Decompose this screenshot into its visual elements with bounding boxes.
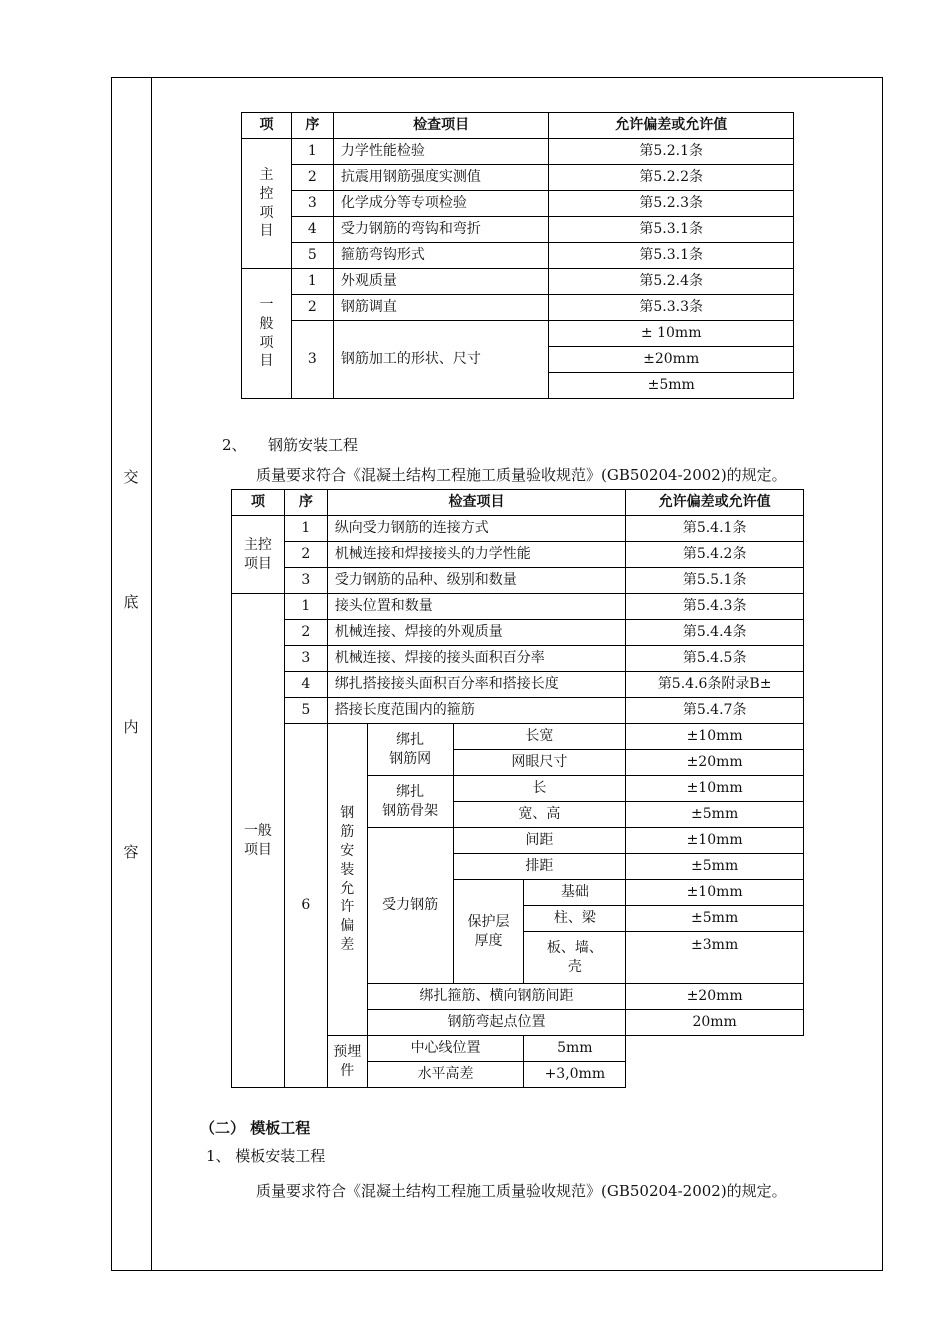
side-label-char-4: 容 <box>123 843 139 861</box>
section-b-heading: （二） 模板工程 <box>200 1119 311 1137</box>
row-value: 第5.3.1条 <box>549 217 794 243</box>
row-value: 第5.2.3条 <box>549 191 794 217</box>
row-item: 基础 <box>524 880 626 906</box>
header-no: 序 <box>291 113 333 139</box>
table-row <box>242 295 794 321</box>
row-value: ±5mm <box>626 802 804 828</box>
row-value: 第5.4.2条 <box>626 542 804 568</box>
row-value: ±10mm <box>626 776 804 802</box>
row-value: 第5.4.4条 <box>626 620 804 646</box>
cover-thickness-label: 保护层 厚度 <box>453 880 524 984</box>
row-no: 6 <box>284 724 327 1088</box>
table-row <box>232 724 804 750</box>
header-group: 项 <box>232 490 285 516</box>
table-row <box>232 620 804 646</box>
row-value: ±10mm <box>626 724 804 750</box>
section-b-requirement: 质量要求符合《混凝土结构工程施工质量验收规范》(GB50204-2002)的规定。 <box>256 1182 787 1200</box>
row-no: 5 <box>284 698 327 724</box>
section2-heading-num: 2、 <box>222 436 247 454</box>
table-row <box>242 243 794 269</box>
table-row <box>232 594 804 620</box>
tied-cage-label: 绑扎 钢筋骨架 <box>367 776 453 828</box>
row-value: ±5mm <box>626 906 804 932</box>
row-value: ±20mm <box>626 750 804 776</box>
row-no: 2 <box>284 542 327 568</box>
row-item: 排距 <box>453 854 626 880</box>
table-row <box>242 321 794 347</box>
embedded-part-label: 预埋件 <box>327 1036 367 1088</box>
table-row <box>232 698 804 724</box>
table-rebar-processing <box>241 112 794 399</box>
installation-tolerance-label: 钢 筋 安 装 允 许 偏 差 <box>327 724 367 1036</box>
side-label-char-2: 底 <box>123 593 139 611</box>
row-no: 2 <box>284 620 327 646</box>
row-value: 第5.4.1条 <box>626 516 804 542</box>
row-item: 力学性能检验 <box>333 139 549 165</box>
table-row <box>242 191 794 217</box>
row-item: 钢筋调直 <box>333 295 549 321</box>
row-value: ±20mm <box>626 984 804 1010</box>
row-item: 机械连接和焊接接头的力学性能 <box>327 542 625 568</box>
row-no: 1 <box>284 594 327 620</box>
row-no: 3 <box>291 191 333 217</box>
section2-requirement: 质量要求符合《混凝土结构工程施工质量验收规范》(GB50204-2002)的规定。 <box>256 466 787 484</box>
row-item: 宽、高 <box>453 802 626 828</box>
table-row <box>232 516 804 542</box>
table-row <box>242 165 794 191</box>
row-item: 间距 <box>453 828 626 854</box>
row-no: 3 <box>284 646 327 672</box>
table-row <box>232 646 804 672</box>
row-value: 第5.4.6条附录B± <box>626 672 804 698</box>
header-value: 允许偏差或允许值 <box>626 490 804 516</box>
section2-heading: 钢筋安装工程 <box>268 436 359 454</box>
row-no: 2 <box>291 295 333 321</box>
row-no: 3 <box>284 568 327 594</box>
section-b-subheading: 1、 模板安装工程 <box>206 1147 326 1165</box>
row-item: 网眼尺寸 <box>453 750 626 776</box>
row-item: 受力钢筋的品种、级别和数量 <box>327 568 625 594</box>
row-item: 外观质量 <box>333 269 549 295</box>
side-label-char-1: 交 <box>123 468 139 486</box>
table-rebar-installation <box>231 489 804 1088</box>
header-item: 检查项目 <box>327 490 625 516</box>
table-row <box>232 542 804 568</box>
row-item: 钢筋加工的形状、尺寸 <box>333 321 549 399</box>
header-group: 项 <box>242 113 292 139</box>
table-header-row <box>242 113 794 139</box>
row-value: 第5.2.1条 <box>549 139 794 165</box>
general-group-label: 一 般 项 目 <box>242 269 292 399</box>
row-value: ±10mm <box>626 880 804 906</box>
row-item: 柱、梁 <box>524 906 626 932</box>
row-value: 第5.4.7条 <box>626 698 804 724</box>
header-no: 序 <box>284 490 327 516</box>
table-row <box>232 672 804 698</box>
row-value: 第5.5.1条 <box>626 568 804 594</box>
row-value: ±10mm <box>626 828 804 854</box>
main-bar-label: 受力钢筋 <box>367 828 453 984</box>
header-item: 检查项目 <box>333 113 549 139</box>
row-value: 第5.4.5条 <box>626 646 804 672</box>
row-item: 中心线位置 <box>367 1036 524 1062</box>
table-row <box>242 139 794 165</box>
row-item: 纵向受力钢筋的连接方式 <box>327 516 625 542</box>
header-value: 允许偏差或允许值 <box>549 113 794 139</box>
row-item: 机械连接、焊接的接头面积百分率 <box>327 646 625 672</box>
row-item: 抗震用钢筋强度实测值 <box>333 165 549 191</box>
row-value: 5mm <box>524 1036 626 1062</box>
row-value: 第5.4.3条 <box>626 594 804 620</box>
row-value: ±5mm <box>626 854 804 880</box>
row-item: 绑扎搭接接头面积百分率和搭接长度 <box>327 672 625 698</box>
row-no: 1 <box>291 139 333 165</box>
frame-divider <box>151 77 152 1271</box>
row-value: 第5.3.3条 <box>549 295 794 321</box>
row-no: 5 <box>291 243 333 269</box>
general-group-label: 一般 项目 <box>232 594 285 1088</box>
row-value: ±20mm <box>549 347 794 373</box>
row-item: 受力钢筋的弯钩和弯折 <box>333 217 549 243</box>
main-control-group-label: 主 控 项 目 <box>242 139 292 269</box>
row-item: 钢筋弯起点位置 <box>367 1010 626 1036</box>
row-item: 板、墙、 壳 <box>524 932 626 984</box>
row-item: 化学成分等专项检验 <box>333 191 549 217</box>
row-item: 搭接长度范围内的箍筋 <box>327 698 625 724</box>
row-value: 20mm <box>626 1010 804 1036</box>
tied-mesh-label: 绑扎 钢筋网 <box>367 724 453 776</box>
row-no: 4 <box>284 672 327 698</box>
row-item: 绑扎箍筋、横向钢筋间距 <box>367 984 626 1010</box>
row-no: 3 <box>291 321 333 399</box>
main-control-group-label: 主控 项目 <box>232 516 285 594</box>
table-header-row <box>232 490 804 516</box>
side-label-char-3: 内 <box>123 718 139 736</box>
table-row <box>242 217 794 243</box>
row-value: +3,0mm <box>524 1062 626 1088</box>
row-no: 1 <box>284 516 327 542</box>
row-item: 长 <box>453 776 626 802</box>
row-no: 1 <box>291 269 333 295</box>
row-value: 第5.2.2条 <box>549 165 794 191</box>
row-item: 长宽 <box>453 724 626 750</box>
table-row <box>232 568 804 594</box>
row-item: 机械连接、焊接的外观质量 <box>327 620 625 646</box>
row-value: ±3mm <box>626 932 804 984</box>
row-value: 第5.2.4条 <box>549 269 794 295</box>
table-row <box>242 269 794 295</box>
row-item: 接头位置和数量 <box>327 594 625 620</box>
row-value: ±5mm <box>549 373 794 399</box>
row-item: 水平高差 <box>367 1062 524 1088</box>
row-no: 4 <box>291 217 333 243</box>
row-item: 箍筋弯钩形式 <box>333 243 549 269</box>
row-no: 2 <box>291 165 333 191</box>
row-value: 第5.3.1条 <box>549 243 794 269</box>
row-value: ± 10mm <box>549 321 794 347</box>
